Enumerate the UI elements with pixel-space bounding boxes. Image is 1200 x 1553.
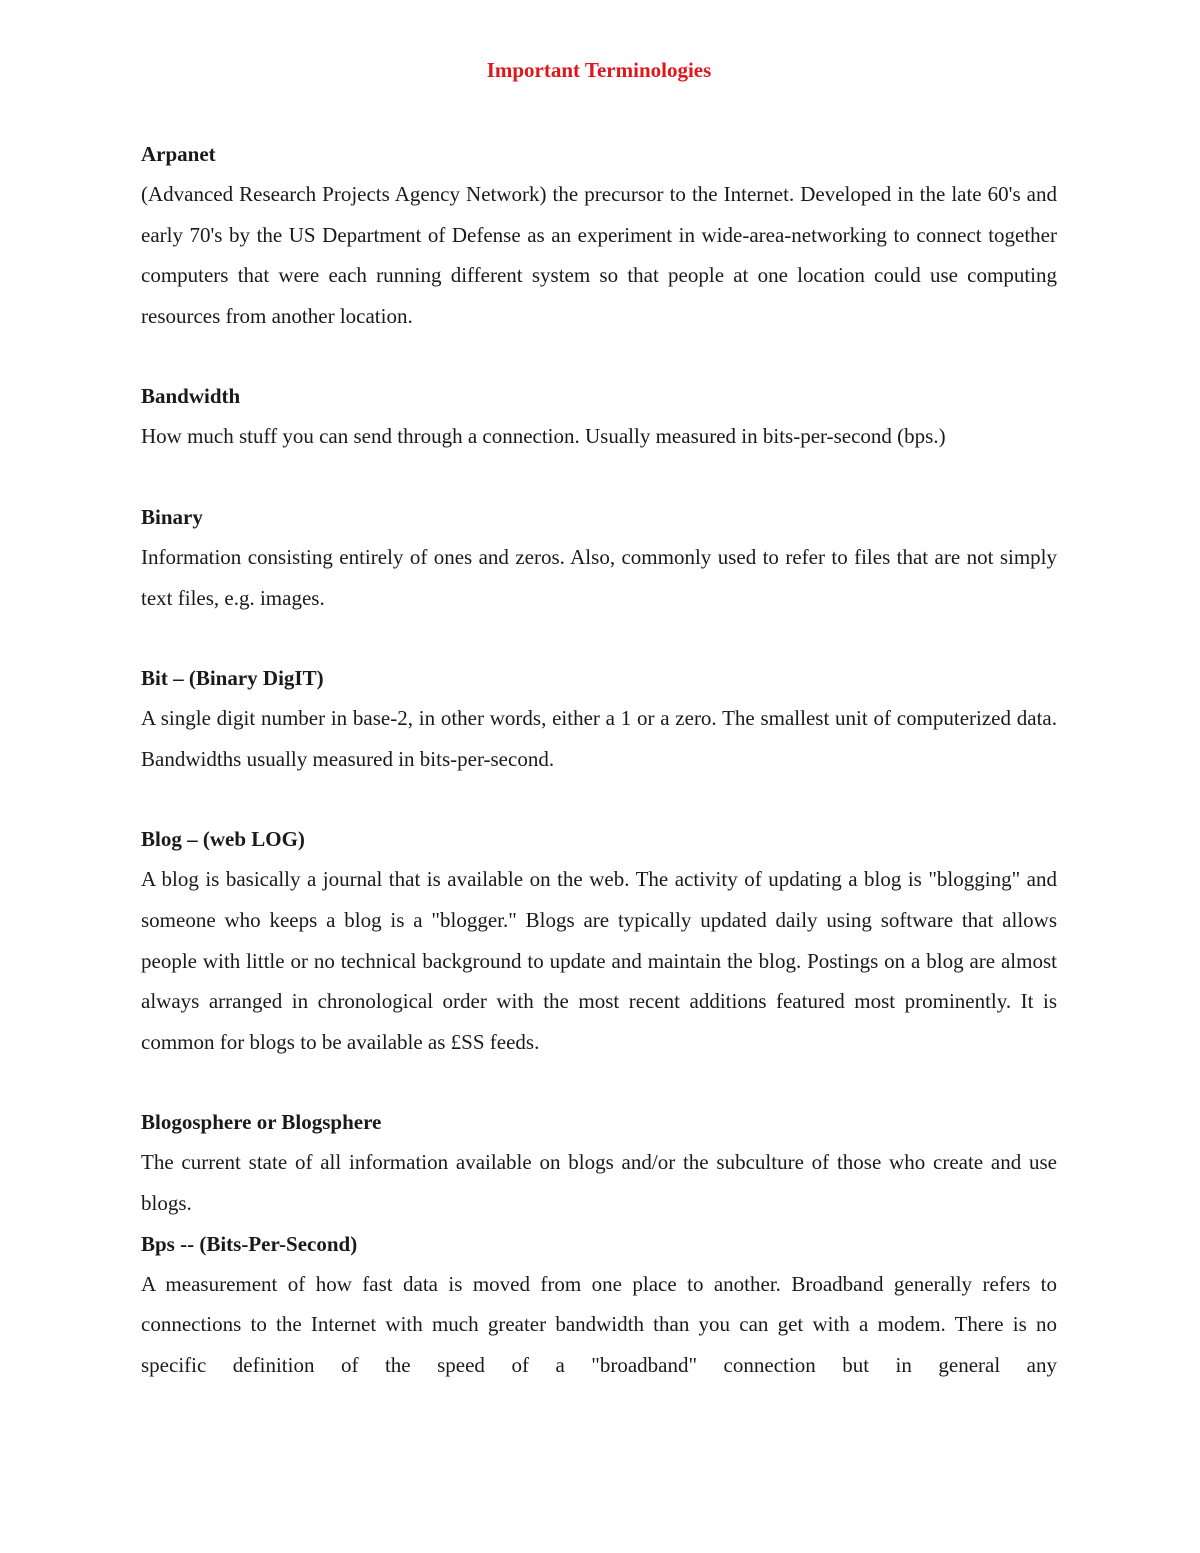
term-heading: Bit – (Binary DigIT) <box>141 666 324 691</box>
term-heading: Bandwidth <box>141 384 241 409</box>
paragraph-spacer <box>141 1062 1057 1102</box>
paragraph-spacer <box>141 618 1057 658</box>
entry-blogosphere <box>141 1102 1057 1223</box>
term-heading: Blog – (web LOG) <box>141 827 305 852</box>
term-definition: A single digit number in base-2, in other words, either a 1 or a zero. The smallest unit of computerized data. Bandwidths usually measured in bits-per-second. <box>141 706 1057 771</box>
entry-bandwidth <box>141 376 1057 457</box>
term-definition: (Advanced Research Projects Agency Network) the precursor to the Internet. Developed in the late 60's and early 70's by the US Department of Defense as an experiment in wide-area-networking to connect together computers that were each running different system so that people at one location could use computing resources from another location. <box>141 182 1057 328</box>
document-title: Important Terminologies <box>486 58 712 82</box>
paragraph-spacer <box>141 336 1057 376</box>
term-definition: A measurement of how fast data is moved from one place to another. Broadband generally refers to connections to the Internet with much greater bandwidth than you can get with a modem. There is no specific definition of the speed of a "broadband" connection but in general any <box>141 1271 1057 1377</box>
entry-bps <box>141 1224 1057 1386</box>
entry-binary <box>141 497 1057 618</box>
term-heading: Binary <box>141 504 203 529</box>
term-definition: The current state of all information available on blogs and/or the subculture of those who create and use blogs. <box>141 1150 1057 1215</box>
term-definition: A blog is basically a journal that is available on the web. The activity of updating a blog is "blogging" and someone who keeps a blog is a "blogger." Blogs are typically updated daily using software that allows people with little or no technical background to update and maintain the blog. Postings on a blog are almost always arranged in chronological order with the most recent additions featured most prominently. It is common for blogs to be available as £SS feeds. <box>141 867 1057 1054</box>
term-heading: Arpanet <box>141 142 216 166</box>
paragraph-spacer <box>141 779 1057 819</box>
term-definition: How much stuff you can send through a connection. Usually measured in bits-per-second (bps.) <box>141 424 946 449</box>
paragraph-spacer <box>141 457 1057 497</box>
entry-blog <box>141 819 1057 1062</box>
term-definition: Information consisting entirely of ones and zeros. Also, commonly used to refer to files that are not simply text files, e.g. images. <box>141 544 1057 610</box>
term-heading: Blogosphere or Blogsphere <box>141 1110 382 1135</box>
term-heading: Bps -- (Bits-Per-Second) <box>141 1231 358 1256</box>
entry-arpanet <box>141 134 1057 336</box>
document-page <box>141 52 1057 1385</box>
entry-bit <box>141 658 1057 779</box>
